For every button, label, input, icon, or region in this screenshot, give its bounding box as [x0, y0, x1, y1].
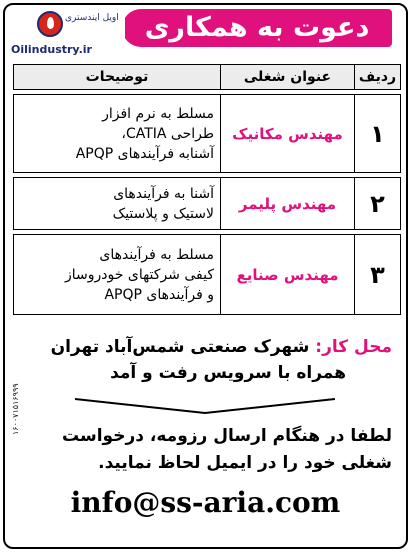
table-row [14, 235, 401, 315]
description-line: آشنا به فرآیندهای [113, 185, 214, 202]
row-number: ۱ [355, 95, 401, 173]
ad-code: ۱۶۰۰۷۱۵۱۶۹۹۹ [11, 383, 20, 435]
table-row [14, 178, 401, 230]
col-header-job-title: عنوان شغلی [221, 65, 355, 90]
note-line: شغلی خود را در ایمیل لحاظ نمایید. [98, 453, 392, 473]
site-logo[interactable] [7, 7, 125, 63]
job-description [14, 95, 221, 173]
jobs-table [13, 64, 401, 315]
row-number: ۳ [355, 235, 401, 315]
job-description [14, 178, 221, 230]
ad-header [5, 5, 406, 65]
contact-email-link[interactable]: info@ss-aria.com [70, 486, 341, 519]
job-description [14, 235, 221, 315]
job-title: مهندس پلیمر [221, 178, 355, 230]
col-header-row-number: ردیف [355, 65, 401, 90]
work-location-label: محل کار: [315, 337, 392, 357]
description-line: و فرآیندهای APQP [104, 286, 214, 303]
job-ad-card [3, 3, 408, 549]
description-line: آشنابه فرآیندهای APQP [75, 145, 214, 162]
ad-title: دعوت به همکاری [122, 9, 392, 47]
job-title: مهندس مکانیک [221, 95, 355, 173]
description-line: مسلط به فرآیندهای [99, 246, 214, 263]
description-line: لاستیک و پلاستیک [112, 205, 214, 222]
row-number: ۲ [355, 178, 401, 230]
table-row [14, 95, 401, 173]
description-line: کیفی شرکتهای خودروساز [65, 266, 214, 283]
work-location [19, 337, 392, 357]
transport-service: همراه با سرویس رفت و آمد [110, 363, 346, 383]
table-header-row [14, 65, 401, 90]
application-note [19, 423, 392, 477]
logo-text-en: Oilindustry.ir [11, 43, 92, 56]
note-line: لطفا در هنگام ارسال رزومه، درخواست [62, 426, 392, 446]
description-line: مسلط به نرم افزار [102, 105, 214, 122]
oil-drop-icon [37, 11, 63, 37]
logo-text-fa: اویل ایندستری [65, 13, 119, 23]
work-location-value: شهرک صنعتی شمس‌آباد تهران [50, 337, 310, 357]
description-line: طراحی CATIA، [121, 125, 214, 142]
col-header-description: توضیحات [14, 65, 221, 90]
job-title: مهندس صنایع [221, 235, 355, 315]
down-arrow-icon [75, 397, 335, 415]
